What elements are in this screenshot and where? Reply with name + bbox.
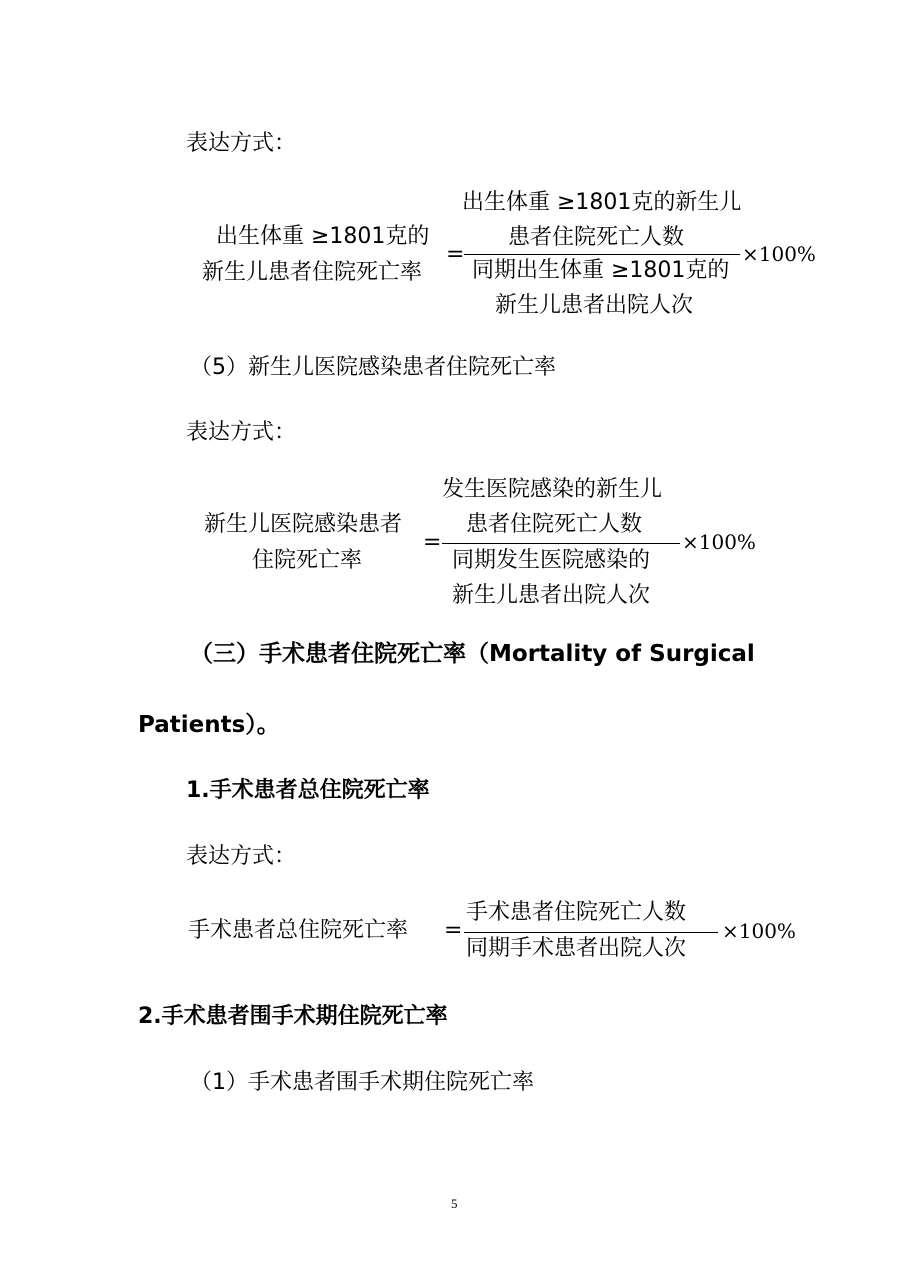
formula-2-lhs-line-1: 新生儿医院感染患者 (204, 512, 403, 537)
formula-3-lhs: 手术患者总住院死亡率 (188, 918, 409, 943)
formula-1-lhs-line-2: 新生儿患者住院死亡率 (202, 260, 423, 285)
item-5-heading: （5）新生儿医院感染患者住院死亡率 (190, 355, 556, 380)
section-3-heading-line-1: （三）手术患者住院死亡率（Mortality of Surgical (190, 641, 755, 667)
formula-2-denominator-line-2: 新生儿患者出院人次 (452, 583, 651, 608)
expression-label: 表达方式： (186, 844, 297, 869)
formula-2-lhs-line-2: 住院死亡率 (252, 548, 363, 573)
formula-1-numerator-line-1: 出生体重 ≥1801克的新生儿 (462, 190, 742, 215)
section-3-heading-line-2: Patients）。 (138, 712, 280, 738)
formula-2-denominator-line-1: 同期发生医院感染的 (452, 548, 651, 573)
formula-3-multiplier: ×100% (722, 919, 796, 943)
formula-3-fraction-bar (464, 932, 718, 933)
subsection-1-heading: 1.手术患者总住院死亡率 (186, 778, 430, 803)
formula-1-denominator-line-1: 同期出生体重 ≥1801克的 (472, 258, 730, 283)
formula-1-equals: = (446, 242, 465, 267)
formula-3-numerator: 手术患者住院死亡人数 (466, 900, 687, 925)
formula-1-multiplier: ×100% (742, 242, 816, 266)
formula-1-fraction-bar (464, 254, 740, 255)
page-number: 5 (451, 1196, 458, 1211)
formula-3-equals: = (444, 918, 463, 943)
formula-2-numerator-line-1: 发生医院感染的新生儿 (442, 477, 663, 502)
formula-3-denominator: 同期手术患者出院人次 (466, 936, 687, 961)
formula-2-fraction-bar (442, 543, 680, 544)
expression-label: 表达方式： (186, 420, 297, 445)
formula-2-equals: = (423, 530, 442, 555)
expression-label: 表达方式： (186, 131, 297, 156)
formula-2-numerator-line-2: 患者住院死亡人数 (466, 512, 643, 537)
item-1-heading: （1）手术患者围手术期住院死亡率 (190, 1070, 534, 1095)
formula-1-denominator-line-2: 新生儿患者出院人次 (495, 293, 694, 318)
formula-1-lhs-line-1: 出生体重 ≥1801克的 (216, 224, 430, 249)
formula-2-multiplier: ×100% (682, 530, 756, 554)
subsection-2-heading: 2.手术患者围手术期住院死亡率 (138, 1004, 448, 1029)
formula-1-numerator-line-2: 患者住院死亡人数 (508, 225, 685, 250)
